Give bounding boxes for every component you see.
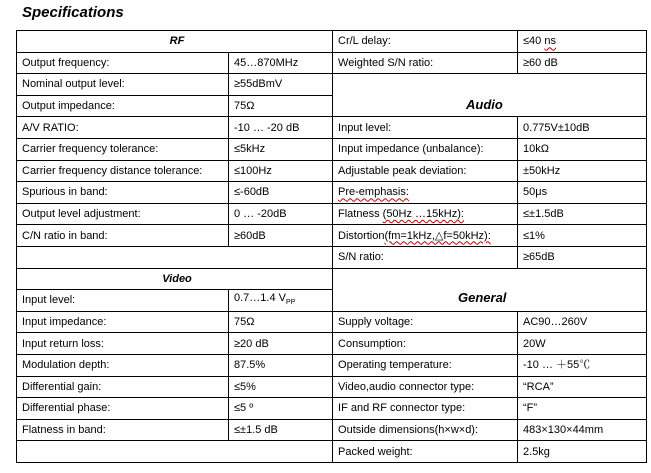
spec-value: 20W bbox=[518, 333, 647, 355]
spec-value: ≤40 ns bbox=[518, 31, 647, 53]
empty-cell bbox=[17, 246, 333, 268]
table-row bbox=[17, 225, 647, 247]
table-row bbox=[17, 31, 647, 53]
section-header-video: Video bbox=[17, 268, 333, 290]
spec-value: ≥60dB bbox=[229, 225, 333, 247]
spec-label: Cr/L delay: bbox=[333, 31, 518, 53]
spec-label: Adjustable peak deviation: bbox=[333, 160, 518, 182]
spec-label: IF and RF connector type: bbox=[333, 398, 518, 420]
spec-label: Differential phase: bbox=[17, 398, 229, 420]
spec-label: A/V RATIO: bbox=[17, 117, 229, 139]
spec-label: Weighted S/N ratio: bbox=[333, 52, 518, 74]
spec-value: 0 … -20dB bbox=[229, 203, 333, 225]
table-row bbox=[17, 333, 647, 355]
spec-label: Carrier frequency distance tolerance: bbox=[17, 160, 229, 182]
spec-value: 0.7…1.4 $V_{PP}$ bbox=[229, 290, 333, 312]
table-row bbox=[17, 117, 647, 139]
table-row bbox=[17, 182, 647, 204]
spec-value: 75Ω bbox=[229, 311, 333, 333]
spec-value: 0.775V±10dB bbox=[518, 117, 647, 139]
spec-label: Differential gain: bbox=[17, 376, 229, 398]
table-row bbox=[17, 419, 647, 441]
spec-value: 483×130×44mm bbox=[518, 419, 647, 441]
table-row bbox=[17, 441, 647, 463]
spec-label: Input level: bbox=[333, 117, 518, 139]
spec-value: ≥20 dB bbox=[229, 333, 333, 355]
table-row bbox=[17, 138, 647, 160]
spec-label: Outside dimensions(h×w×d): bbox=[333, 419, 518, 441]
specifications-table bbox=[16, 30, 647, 463]
section-header-general: General bbox=[458, 290, 507, 305]
spec-value: ≤100Hz bbox=[229, 160, 333, 182]
table-row bbox=[17, 268, 647, 290]
spec-label bbox=[333, 182, 518, 204]
spec-value: ≤±1.5 dB bbox=[229, 419, 333, 441]
spec-value-unit: ns bbox=[544, 35, 556, 48]
spec-label: Spurious in band: bbox=[17, 182, 229, 204]
spec-value: ≥60 dB bbox=[518, 52, 647, 74]
spec-value: -10 … -20 dB bbox=[229, 117, 333, 139]
table-row bbox=[17, 246, 647, 268]
spec-value: 2.5kg bbox=[518, 441, 647, 463]
spec-label: Packed weight: bbox=[333, 441, 518, 463]
spec-label: Output impedance: bbox=[17, 95, 229, 117]
spec-value: 50μs bbox=[518, 182, 647, 204]
spec-label: Output level adjustment: bbox=[17, 203, 229, 225]
spec-value: 45…870MHz bbox=[229, 52, 333, 74]
spec-label: Consumption: bbox=[333, 333, 518, 355]
table-row bbox=[17, 52, 647, 74]
spec-value: ≤±1.5dB bbox=[518, 203, 647, 225]
spec-label-detail: (50Hz …15kHz): bbox=[382, 208, 464, 221]
spec-label: Operating temperature: bbox=[333, 354, 518, 376]
section-header-rf: RF bbox=[17, 31, 333, 53]
spec-value: ≤1% bbox=[518, 225, 647, 247]
page-title: Specifications bbox=[22, 4, 124, 21]
spec-label: Input return loss: bbox=[17, 333, 229, 355]
spec-label: Output frequency: bbox=[17, 52, 229, 74]
table-row bbox=[17, 74, 647, 96]
spec-label: Flatness in band: bbox=[17, 419, 229, 441]
spec-value: AC90…260V bbox=[518, 311, 647, 333]
spec-value: “F” bbox=[518, 398, 647, 420]
spec-value: 10kΩ bbox=[518, 138, 647, 160]
spec-label: Input impedance: bbox=[17, 311, 229, 333]
spec-label: Supply voltage: bbox=[333, 311, 518, 333]
spec-value: 87.5% bbox=[229, 354, 333, 376]
spec-label: Carrier frequency tolerance: bbox=[17, 138, 229, 160]
spec-value: -10 … ＋55℃ bbox=[518, 354, 647, 376]
spec-label-text: Pre-emphasis: bbox=[338, 186, 409, 199]
spec-label: Flatness (50Hz …15kHz): bbox=[333, 203, 518, 225]
table-row bbox=[17, 354, 647, 376]
section-header-audio: Audio bbox=[466, 97, 503, 112]
spec-label: Distortion(fm=1kHz,△f=50kHz): bbox=[333, 225, 518, 247]
spec-label: Nominal output level: bbox=[17, 74, 229, 96]
spec-value: “RCA” bbox=[518, 376, 647, 398]
spec-value: ≤5kHz bbox=[229, 138, 333, 160]
spec-label: Input level: bbox=[17, 290, 229, 312]
empty-cell bbox=[17, 441, 333, 463]
table-row bbox=[17, 203, 647, 225]
spec-value: ≤5 º bbox=[229, 398, 333, 420]
spec-label: Input impedance (unbalance): bbox=[333, 138, 518, 160]
table-row bbox=[17, 376, 647, 398]
spec-value: ≥65dB bbox=[518, 246, 647, 268]
spec-label: C/N ratio in band: bbox=[17, 225, 229, 247]
spec-label: S/N ratio: bbox=[333, 246, 518, 268]
table-row bbox=[17, 398, 647, 420]
spec-value: ≥55dBmV bbox=[229, 74, 333, 96]
table-row bbox=[17, 160, 647, 182]
spec-label: Modulation depth: bbox=[17, 354, 229, 376]
spec-label-detail: (fm=1kHz,△f=50kHz): bbox=[384, 229, 491, 242]
spec-value: ≤-60dB bbox=[229, 182, 333, 204]
spec-value-subscript: PP bbox=[285, 299, 296, 307]
spec-value: ±50kHz bbox=[518, 160, 647, 182]
spec-value: ≤5% bbox=[229, 376, 333, 398]
table-row bbox=[17, 311, 647, 333]
spec-value: 75Ω bbox=[229, 95, 333, 117]
spec-label: Video,audio connector type: bbox=[333, 376, 518, 398]
